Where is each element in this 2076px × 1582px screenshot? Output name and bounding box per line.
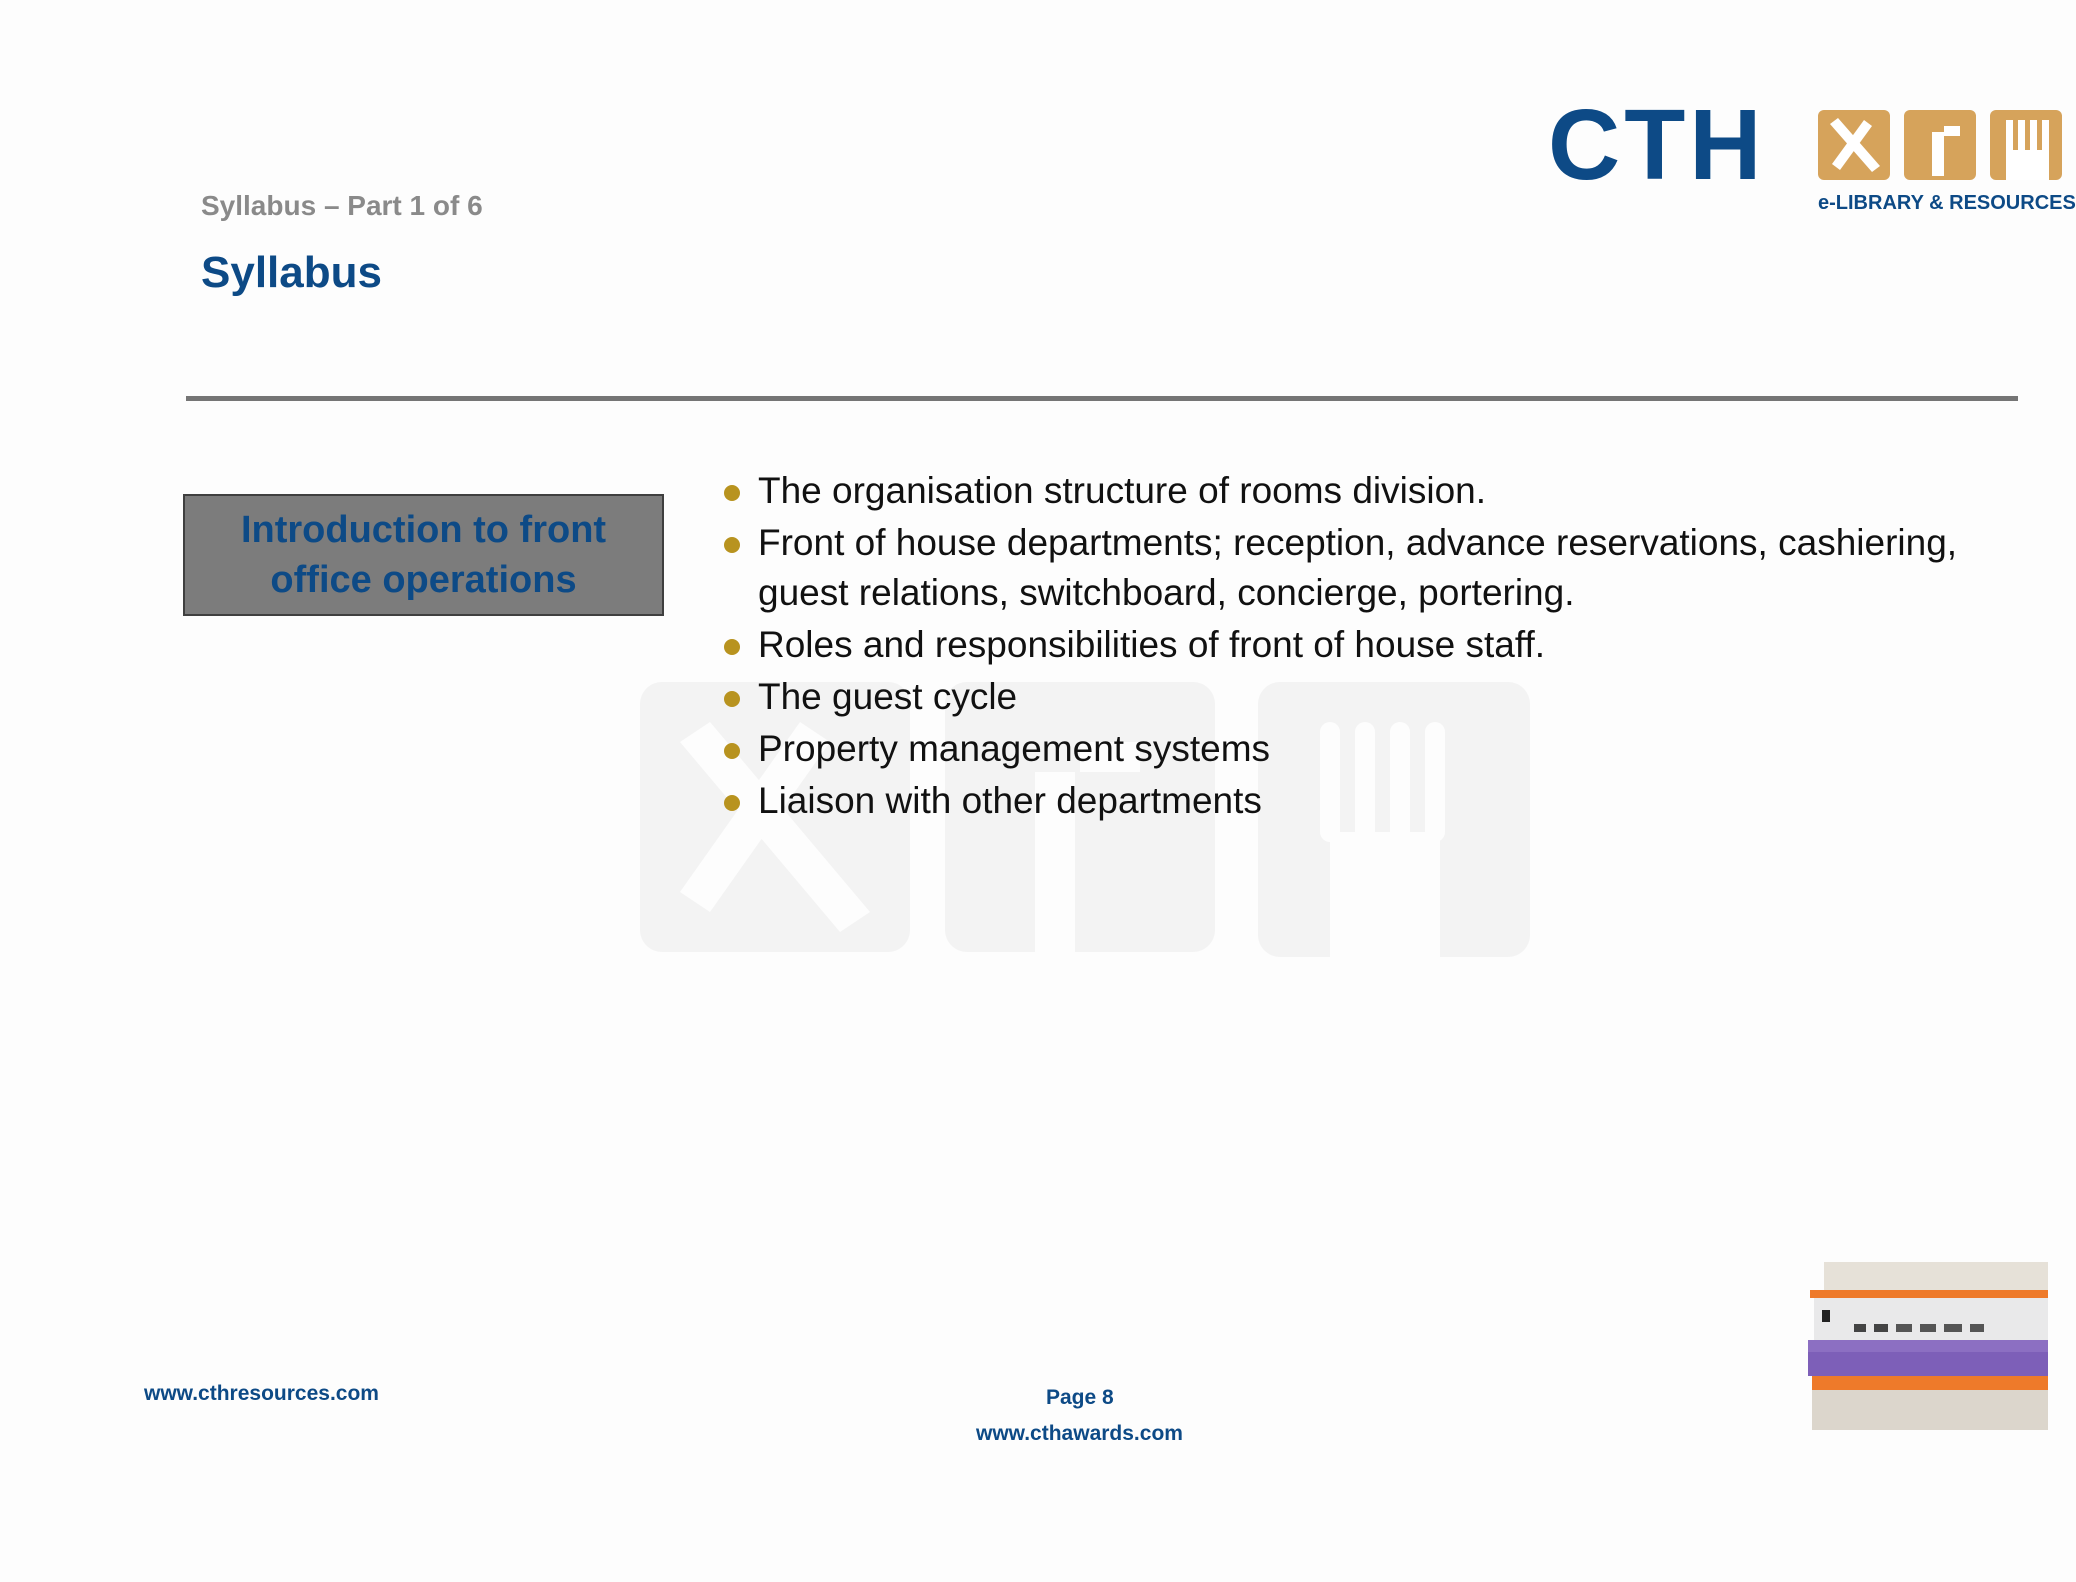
page-kicker: Syllabus – Part 1 of 6 [201,190,483,221]
list-item: The guest cycle [722,672,2022,722]
book-stack-image [1804,1262,2048,1432]
airplane-icon [1818,110,1890,180]
bullet-dot-icon [724,743,740,759]
list-item: Liaison with other departments [722,776,2022,826]
list-item: Property management systems [722,724,2022,774]
list-item: Front of house departments; reception, advance reservations, cashiering, guest relations, switchboard, concierge, portering. [722,518,2022,618]
footer-resources-url[interactable]: www.cthresources.com [144,1382,379,1405]
list-item: Roles and responsibilities of front of house staff. [722,620,2022,670]
logo-wordmark: CTH [1548,89,1766,201]
bullet-dot-icon [724,537,740,553]
page-number: Page 8 [1046,1386,1114,1409]
bullet-dot-icon [724,639,740,655]
logo-tagline: e-LIBRARY & RESOURCES [1818,192,2076,214]
footer-awards-url[interactable]: www.cthawards.com [976,1422,1183,1445]
topic-label: Introduction to front office operations [240,509,607,601]
bullet-dot-icon [724,795,740,811]
page-title: Syllabus [201,248,382,297]
building-icon [1904,110,1976,180]
fork-icon [1990,110,2062,180]
header-divider [186,396,2018,401]
bullet-dot-icon [724,691,740,707]
topic-box [183,494,664,616]
bullet-dot-icon [724,485,740,501]
list-item: The organisation structure of rooms division. [722,466,2022,516]
cth-logo [1548,89,2076,220]
syllabus-bullet-list [722,466,2022,828]
